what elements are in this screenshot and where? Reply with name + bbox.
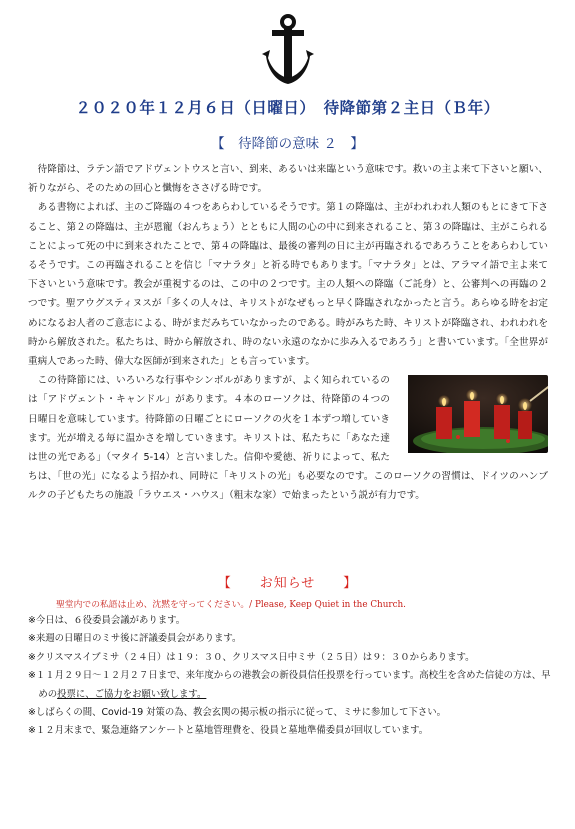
notice-item-vote — [28, 667, 552, 704]
notice-vote-emphasis: 投票に、ご協力をお願い致します。 — [57, 688, 207, 700]
notice-vote-text: ※１１月２９日～１２月２７日まで、来年度からの港教会の新役員信任投票を行っています。高校生を含めた信徒の方は、早めの — [28, 670, 551, 700]
section-subtitle: 【 待降節の意味 ２ 】 — [211, 136, 364, 152]
notice-item: ※しばらくの間、Covid-19 対策の為、教会玄関の掲示板の指示に従って、ミサに参加して下さい。 — [28, 707, 446, 719]
notice-item: ※クリスマスイブミサ（２４日）は１９：３０、クリスマス日中ミサ（２５日）は９：３０からあります。 — [28, 651, 475, 663]
notices-heading: 【 お知らせ 】 — [217, 576, 358, 591]
article-body — [28, 160, 548, 506]
page-title: ２０２０年１２月６日（日曜日） 待降節第２主日（Ｂ年） — [75, 99, 500, 117]
notice-item: ※来週の日曜日のミサ後に評議委員会があります。 — [28, 633, 242, 645]
anchor-icon — [258, 14, 318, 86]
notice-item: ※１２月末まで、緊急連絡アンケートと墓地管理費を、役員と墓地準備委員が回収しています。 — [28, 725, 429, 737]
paragraph-1: 待降節は、ラテン語でアドヴェントウスと言い、到来、あるいは来臨という意味です。救いの主よ来て下さいと願い、祈りながら、そのための回心と懺悔をささげる時です。 — [28, 164, 548, 195]
paragraph-3 — [28, 371, 548, 505]
notices-list — [28, 612, 552, 741]
paragraph-2: ある書物によれば、主のご降臨の４つをあらわしているそうです。第１の降臨は、主がわれわれ人類のもとにきて下さること、第２の降臨は、主が恩寵（おんちょう）とともに人間の心の中に到来されること、第３の降臨は、主がこられることによって死の中に到来されたことで、第４の降臨は、最後の審判の日に主が再臨されるであろうことをあらわしているそうです。この再臨されることを信じ「マナラタ」と祈る時でもあります。「マナラタ」とは、アラマイ語で主よ来て下さいという意味です。教会が重視するのは、この中の２つです。主の人類への降臨（ご託身）と、公審判への再臨の２つです。聖アウグスティヌスが「多くの人々は、キリストがなぜもっと早く降臨されなかったと言う。あらゆる時をお定めになるお人者のご意志による、時がまだみちていなかったのである。時がみちた時、キリストが降臨され、われわれを時から解放された。私たちは、時から解放され、時のない永遠のなかに歩み入るであろう」と書いています。「全世界が重病人であった時、偉大な医師が到来された」とも言っています。 — [28, 202, 548, 368]
notice-item: ※今日は、６役委員会議があります。 — [28, 615, 186, 626]
silence-notice: 聖堂内での私語は止め、沈黙を守ってください。/ Please, Keep Quiet in the Church. — [56, 600, 406, 610]
paragraph-3-text: この待降節には、いろいろな行事やシンボルがありますが、よく知られているのは「アドヴェント・キャンドル」があります。４本のローソクは、待降節の４つの日曜日を意味しています。待降節の日曜ごとにローソクの火を１本ずつ増していきます。光が増える毎に温かさを増していきます。キリストは、私たちに「あなた達は世の光である」（マタイ 5-14）と言いました。信仰や愛徳、祈りによって、私たちは、「世の光」になるよう招かれ、同時に「キリストの光」も必要なのです。このローソクの習慣は、ドイツのハンブルクの子どもたちの施設「ラウエス・ハウス」（粗末な家）で始まったという説が有力です。 — [28, 375, 548, 502]
advent-wreath-photo — [398, 375, 548, 453]
